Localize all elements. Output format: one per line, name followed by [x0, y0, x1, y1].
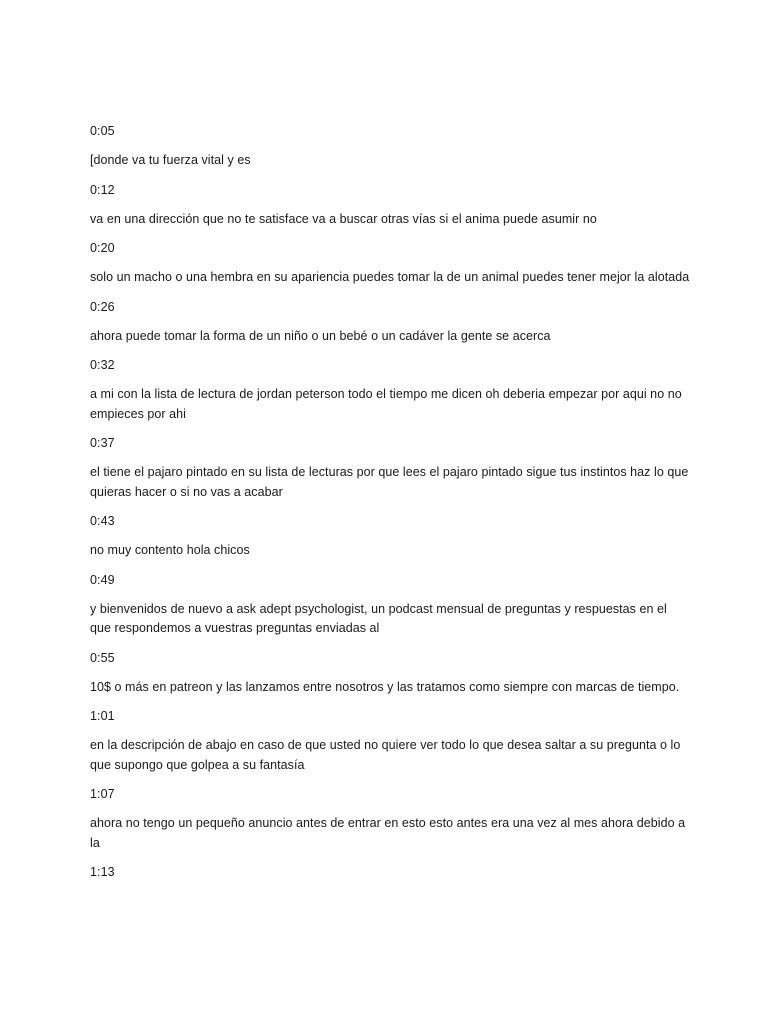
timestamp: 0:49 [90, 572, 115, 587]
timestamp: 1:07 [90, 787, 115, 801]
timestamp: 0:32 [90, 358, 115, 372]
transcript-entry [90, 571, 690, 639]
transcript-line: a mi con la lista de lectura de jordan peterson todo el tiempo me dicen oh deberia empezar por aqui no no empieces por ahi [90, 387, 682, 421]
transcript-line: solo un macho o una hembra en su apariencia puedes tomar la de un animal puedes tener mejor la alotada [90, 270, 690, 284]
transcript-entry [90, 298, 690, 347]
timestamp: 1:13 [90, 865, 115, 879]
transcript-entry [90, 707, 690, 775]
transcript-line: no muy contento hola chicos [90, 543, 250, 557]
transcript-line: en la descripción de abajo en caso de que usted no quiere ver todo lo que desea saltar a su pregunta o lo que supongo que golpea a su fantasía [90, 738, 681, 772]
transcript-entry [90, 356, 690, 424]
transcript-line: [donde va tu fuerza vital y es [90, 153, 251, 167]
transcript-entry [90, 434, 690, 502]
timestamp: 0:05 [90, 124, 115, 138]
transcript-line: ahora no tengo un pequeño anuncio antes de entrar en esto esto antes era una vez al mes ahora debido a la [90, 816, 686, 850]
transcript-page [90, 122, 690, 892]
transcript-entry [90, 512, 690, 561]
timestamp: 0:37 [90, 436, 115, 450]
transcript-entry [90, 122, 690, 171]
transcript-entry [90, 863, 690, 882]
timestamp: 0:55 [90, 650, 115, 665]
timestamp: 0:43 [90, 514, 115, 528]
transcript-line: ahora puede tomar la forma de un niño o un bebé o un cadáver la gente se acerca [90, 328, 551, 343]
transcript-entry [90, 239, 690, 288]
transcript-line: el tiene el pajaro pintado en su lista de lecturas por que lees el pajaro pintado sigue tus instintos haz lo que quieras hacer o si no vas a acabar [90, 465, 689, 499]
transcript-line: va en una dirección que no te satisface va a buscar otras vías si el anima puede asumir no [90, 211, 597, 226]
timestamp: 0:12 [90, 182, 115, 197]
transcript-line: 10$ o más en patreon y las lanzamos entre nosotros y las tratamos como siempre con marcas de tiempo. [90, 679, 680, 694]
timestamp: 1:01 [90, 709, 115, 723]
transcript-line: y bienvenidos de nuevo a ask adept psychologist, un podcast mensual de preguntas y respuestas en el que respondemos a vuestras preguntas enviadas al [90, 601, 667, 635]
timestamp: 0:20 [90, 241, 115, 255]
transcript-entry [90, 785, 690, 853]
timestamp: 0:26 [90, 299, 115, 314]
transcript-entry [90, 181, 690, 230]
transcript-entry [90, 649, 690, 698]
